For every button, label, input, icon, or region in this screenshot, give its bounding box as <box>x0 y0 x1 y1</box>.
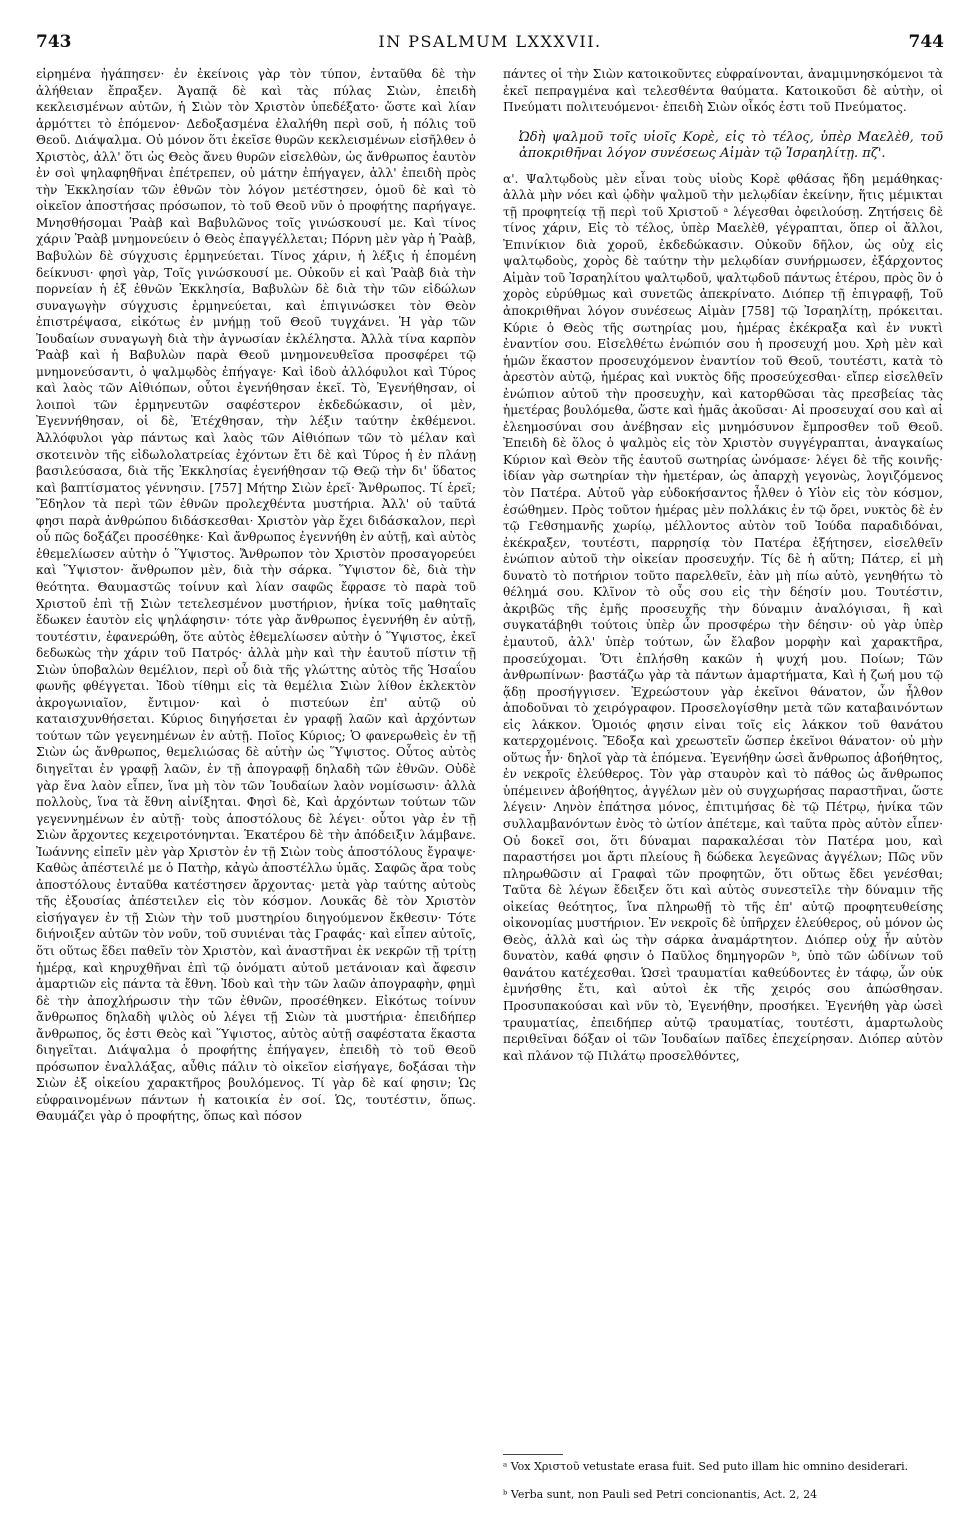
page-number-right: 744 <box>908 32 944 52</box>
right-column-body: α'. Ψαλτῳδοὺς μὲν εἶναι τοὺς υἱοὺς Κορὲ φθάσας ἤδη μεμάθηκας· ἀλλὰ μὴν νόει καὶ ᾠδὴν ψαλμοῦ τὴν μελῳδίαν ἐκείνην, ἥτις μέμικται τῇ προφητείᾳ τῇ περὶ τοῦ Χριστοῦ ᵃ λέγεσθαι ὀφειλούσῃ. Ζητήσεις δὲ τίνος χάριν, Εἰς τὸ τέλος, ὑπὲρ Μαελὲθ, γέγραπται, ὅπερ οἱ ἄλλοι, Ἐπινίκιον διὰ χοροῦ, ἐκδεδώκασιν. Οὐκοῦν δῆλον, ὡς οὐχ εἰς ψαλτῳδοὺς, χορὸς δὲ ταύτην τὴν μελῳδίαν συνήρμωσεν, ἐξάρχοντος Αἰμὰν τοῦ Ἰσραηλίτου ψαλτῳδοῦ, ψαλτῳδοῦ πάντως ἑτέρου, πρὸς ὃν ὁ χορὸς εὐρύθμως καὶ συνετῶς ἀπεκρίνατο. Διόπερ τῇ ἐπιγραφῇ, Τοῦ ἀποκριθῆναι λόγον συνέσεως Αἰμὰν [758] τῷ Ἰσραηλίτῃ, πρόκειται. Κύριε ὁ Θεὸς τῆς σωτηρίας μου, ἡμέρας ἐκέκραξα καὶ ἐν νυκτὶ ἐναντίον σου. Εἰσελθέτω ἐνώπιόν σου ἡ προσευχή μου. Χρὴ μὲν καὶ ἡμῶν ἕκαστον προσευχόμενον ἐναντίον τοῦ Θεοῦ, τουτέστι, κατὰ τὸ ἀρεστὸν αὐτῷ, ἡμέρας καὶ νυκτὸς δῆς προσεύχεσθαι· εἴπερ εἰσελθεῖν ἐνώπιον αὐτοῦ τὴν προσευχὴν, καὶ κατορθῶσαι τὰς πρεσβείας τὰς ἡμετέρας βουλόμεθα, ὥστε καὶ ἡμᾶς ἀκοῦσαι· Αἱ προσευχαί σου καὶ αἱ ἐλεημοσύναι σου ἀνέβησαν εἰς μνημόσυνον ἔμπροσθεν τοῦ Θεοῦ. Ἐπειδὴ δὲ ὅλος ὁ ψαλμὸς εἰς τὸν Χριστὸν συγγέγραπται, ἀναγκαίως Κύριον καὶ Θεὸν τῆς ἑαυτοῦ σωτηρίας ὠνόμασε· λέγει δὲ τῆς κοινῆς· ἰδίαν γὰρ σωτηρίαν τὴν ἡμετέραν, ὡς ἀπαρχὴ γεγονὼς, λογιζόμενος τὸν Πατέρα. Αὐτοῦ γὰρ εὐδοκήσαντος ἦλθεν ὁ Υἱὸν εἰς τὸν κόσμον, ἐσώθημεν. Πρὸς τοῦτον ἡμέρας μὲν πολλάκις ἐν τῷ ὄρει, νυκτὸς δὲ ἐν τῷ Γεθσημανῆς χωρίῳ, μέλλοντος αὐτὸν τοῦ Ἰούδα παραδιδόναι, ἐκέκραξεν, τουτέστι, παρρησίᾳ τὸν Πατέρα ἐξήτησεν, εἰσελθεῖν ἐνώπιον αὐτοῦ τὴν οἰκείαν προσευχήν. Τίς δὲ ἡ αὕτη; Πάτερ, εἰ μὴ δυνατὸ τὸ ποτήριον τοῦτο παρελθεῖν, ἐὰν μὴ πίω αὐτὸ, γενηθήτω τὸ θέλημά σου. Κλῖνον τὸ οὖς σου εἰς τὴν δέησίν μου. Τουτέστιν, ἀκριβῶς τῆς ἐμῆς προσευχῆς τὴν δύναμιν ἀναλόγισαι, ἣ καὶ συγκατάβηθι τούτοις ὑπὲρ ὧν προσφέρω τὴν δέησιν· οὐ γὰρ ὑπὲρ ἐμαυτοῦ, ἀλλ' ὑπὲρ τούτων, ὧν ἔλαβον μορφὴν καὶ χαρακτῆρα, προσεύχομαι. Ὅτι ἐπλήσθη κακῶν ἡ ψυχή μου. Ποίων; Τῶν ἀνθρωπίνων· βαστάζω γὰρ τὰ πάντων ἁμαρτήματα, Καὶ ἡ ζωή μου τῷ ᾅδῃ προσήγγισεν. Ἐχρεώστουν γὰρ ἐκεῖνοι θάνατον, ὧν ἦλθον ἀποδοῦναι τὸ χειρόγραφον. Προσελογίσθην μετὰ τῶν καταβαινόντων εἰς λάκκον. Ὁμοιός φησιν εἰναι τοῖς εἰς λάκκον τοῦ θανάτου κατερχομένοις. Ἔδοξα καὶ χρεωστεῖν ὥσπερ ἐκεῖνοι θάνατον· οὐ μὴν οὕτως ἦν· δηλοῖ γὰρ τὰ ἑπόμενα. Ἐγενήθην ὡσεὶ ἄνθρωπος ἀβοήθητος, ἐν νεκροῖς ἐλεύθερος. Τὸν γὰρ σταυρὸν καὶ τὸ πάθος ὡς ἄνθρωπος ὑπέμεινεν ἀβοήθητος, ἀγγέλων μὲν οὐ συγχωρήσας παραστῆναι, ὥστε λέγειν· Ληνὸν ἐπάτησα μόνος, ἐπιτιμήσας δὲ τῷ Πέτρῳ, ἡνίκα τῶν συλλαμβανόντων ἐνὸς τὸ ὠτίον ἀπέτεμε, καὶ ταῦτα πρὸς αὐτὸν εἶπεν· Οὐ δοκεῖ σοι, ὅτι δύναμαι παρακαλέσαι τὸν Πατέρα μου, καὶ παραστήσει μοι ἄρτι πλείους ἢ δώδεκα λεγεῶνας ἀγγέλων; Πῶς νῦν πληρωθῶσιν αἱ Γραφαὶ τῶν προφητῶν, ὅτι οὕτως ἔδει γενέσθαι; Ταῦτα δὲ λέγων ἔδειξεν ὅτι καὶ αὐτὸς συνεστεῖλε τὴν δύναμιν τῆς οἰκείας θεότητος, ἵνα πληρωθῇ τὸ τῆς ἐπ' αὐτῷ προφητευθείσης οἰκονομίας μυστήριον. Ἐν νεκροῖς δὲ ὑπῆρχεν ἐλεύθερος, οὐ μόνον ὡς Θεὸς, ἀλλὰ καὶ ὡς τὴν σάρκα ἀναμάρτητον. Διόπερ οὐχ ἦν αὐτὸν δυνατὸν, καθά φησιν ὁ Παῦλος δημηγορῶν ᵇ, ὑπὸ τῶν ὠδίνων τοῦ θανάτου κατέχεσθαι. Ὡσεὶ τραυματίαι καθεύδοντες ἐν τάφῳ, ὧν οὐκ ἐμνήσθης ἔτι, καὶ αὐτοὶ ἐκ τῆς χειρός σου ἀπώσθησαν. Προσυπακούσαι καὶ νῦν τὸ, Ἐγενήθην, προσήκει. Ἐγενήθη γὰρ ὡσεὶ τραυματίας, ἐπειδήπερ αὐτῷ τραυματίας, τουτέστι, ἁμαρτωλοὺς περιθεῖναι δόξαν οἱ τῶν Ἰουδαίων παῖδες ἐπεχείρησαν. Διόπερ αὐτὸν καὶ πλάνον τῷ Πιλάτῳ προσελθόντες, <box>503 171 943 1063</box>
footnote-b: ᵇ Verba sunt, non Pauli sed Petri concionantis, Act. 2, 24 <box>503 1488 818 1501</box>
page-number-left: 743 <box>36 32 72 52</box>
footnote-divider <box>503 1454 563 1455</box>
page-header <box>36 32 944 58</box>
left-column-text: εἰρημένα ἠγάπησεν· ἐν ἐκείνοις γὰρ τὸν τύπον, ἐνταῦθα δὲ τὴν ἀλήθειαν ἔπραξεν. Ἀγαπᾷ δὲ καὶ τὰς πύλας Σιὼν, ἐπειδὴ κεκλεισμένων αὐτῶν, ἡ Σιὼν τὸν Χριστὸν ὑπεδέξατο· ὥστε καὶ λίαν ἁρμόττει τὸ ἑπόμενον· Δεδοξασμένα ἐλαλήθη περὶ σοῦ, ἡ πόλις τοῦ Θεοῦ. Διάψαλμα. Οὐ μόνον ὅτι ἐκεῖσε θυρῶν κεκλεισμένων εἰσῆλθεν ὁ Χριστὸς, ἀλλ' ὅτι ὡς Θεὸς ἄνευ θυρῶν εἰσελθὼν, ὡς ἄνθρωπος ἑαυτὸν ἐν σοὶ ψηλαφηθῆναι ἐπέτρεπεν, οὐ μάτην ἐπήγαγεν, ἀλλ' ἐπειδὴ πρὸς τὴν Ἐκκλησίαν τῶν ἐθνῶν τὸν λόγον μετέστησεν, ὁμοῦ δὲ καὶ τὸ οἰκεῖον ἀποστήσας πρόσωπον, τὸ τοῦ Θεοῦ νῦν ὁ προφήτης παρήγαγε. Μνησθήσομαι Ῥαὰβ καὶ Βαβυλῶνος τοῖς γινώσκουσί με. Καὶ τίνος χάριν Ῥαὰβ μνημονεύειν ὁ Θεὸς ἐπαγγέλλεται; Πόρνη μὲν γὰρ ἡ Ῥαὰβ, Βαβυλὼν δὲ σύγχυσις ἑρμηνεύεται. Τίνος χάριν, ἡ λέξις ἡ ἑπομένη δείκνυσι· φησὶ γὰρ, Τοῖς γινώσκουσί με. Οὐκοῦν εἰ καὶ Ῥαὰβ διὰ τὴν πορνείαν ἡ ἐξ ἐθνῶν Ἐκκλησία, Βαβυλὼν δὲ διὰ τὴν τῶν εἰδώλων συναγωγὴν σύγχυσις ἑρμηνεύεται, καὶ ἐπιγινώσκει τὸν Θεὸν ἐπιστρέψασα, εἰκότως ἐν μνήμῃ τοῦ Θεοῦ τυγχάνει. Ἡ γὰρ τῶν Ἰουδαίων συναγωγὴ διὰ τὴν ἀγνωσίαν ἐκλέληστα. Ἀλλὰ τίνα καρπὸν Ῥαὰβ καὶ ἡ Βαβυλὼν παρὰ Θεοῦ μνημονευθεῖσα προσφέρει τῷ μνημονεύσαντι, ὁ ψαλμῳδὸς ἐπήγαγε· Καὶ ἰδοὺ ἀλλόφυλοι καὶ Τύρος καὶ λαὸς τῶν Αἰθιόπων, οὗτοι ἐγενήθησαν ἐκεῖ. Τὸ, Ἐγενήθησαν, οἱ λοιποὶ τῶν ἑρμηνευτῶν σαφέστερον ἐκδεδώκασιν, οἱ μὲν, Ἐγεννήθησαν, οἱ δὲ, Ἐτέχθησαν, τὴν λέξιν ταύτην ἐκθέμενοι. Ἀλλόφυλοι γὰρ πάντως καὶ λαὸς τῶν Αἰθιόπων τῶν τὸ μέλαν καὶ σκοτεινὸν τῆς εἰδωλολατρείας ἐχόντων ἔτι δὲ καὶ Τύρος ἡ ἐν πλάνῃ βασιλεύσασα, διὰ τῆς Ἐκκλησίας ἐγενήθησαν τῷ Θεῷ τὴν δι' ὕδατος καὶ βαπτίσματος γέννησιν. [757] Μήτηρ Σιὼν ἐρεῖ· Ἄνθρωπος. Τί ἐρεῖ; Ἔδηλον τὰ περὶ τῶν ἐθνῶν προλεχθέντα μυστήρια. Ἀλλ' οὐ ταῦτά φησι παρὰ ἀνθρώπου διδάσκεσθαι· Χριστὸν γὰρ ἔχει διδάσκαλον, περὶ οὗ πῶς δοξάζει προσέθηκε· Καὶ ἄνθρωπος ἐγεννήθη ἐν αὐτῇ, καὶ αὐτὸς ἐθεμελίωσεν αὐτὴν ὁ Ὕψιστος. Ἄνθρωπον τὸν Χριστὸν προσαγορεύει καὶ Ὕψιστον· ἄνθρωπον μὲν, διὰ τὴν σάρκα. Ὕψιστον δὲ, διὰ τὴν θεότητα. Θαυμαστῶς τοίνυν καὶ λίαν σαφῶς ἔφρασε τὸ παρὰ τοῦ Χριστοῦ ἐπὶ τῇ Σιὼν τετελεσμένον μυστήριον, ἡνίκα τοῖς μαθηταῖς ἔδωκεν ἑαυτὸν εἰς ψηλάφησιν· τότε γὰρ ἄνθρωπος ἐγεννήθη ἐν αὐτῇ, τουτέστιν, ἐφανερώθη, ὅτε αὐτὸς ἐθεμελίωσεν αὐτὴν ὁ Ὕψιστος, ἐκεῖ δεδωκὼς τὴν χάριν τοῦ Πατρός· ἀλλὰ μὴν καὶ τὴν ἑαυτοῦ πίστιν τῇ Σιὼν ὑποβαλὼν θεμέλιον, περὶ οὗ διὰ τῆς γλώττης αὐτὸς τῆς Ἡσαΐου φωνῆς φθέγγεται. Ἰδοὺ τίθημι εἰς τὰ θεμέλια Σιὼν λίθον ἐκλεκτὸν ἀκρογωνιαῖον, ἔντιμον· καὶ ὁ πιστεύων ἐπ' αὐτῷ οὐ καταισχυνθήσεται. Κύριος διηγήσεται ἐν γραφῇ λαῶν καὶ ἀρχόντων τούτων τῶν γεγενημένων ἐν αὐτῇ. Ποῖος Κύριος; Ὁ φανερωθεὶς ἐν τῇ Σιὼν ὡς ἄνθρωπος, θεμελιώσας δὲ αὐτὴν ὡς Ὕψιστος. Οὗτος αὐτὸς διηγεῖται ἐν γραφῇ λαῶν, ἐν τῇ ἀπογραφῇ δηλαδὴ τῶν ἐθνῶν. Οὐδὲ γὰρ ἕνα λαὸν εἶπεν, ἵνα μὴ τὸν τῶν Ἰουδαίων λαὸν νομίσωσιν· ἀλλὰ πολλοὺς, ἵνα τὰ ἔθνη αἰνίξηται. Φησὶ δὲ, Καὶ ἀρχόντων τούτων τῶν γεγεννημένων ἐν αὐτῇ· τοὺς ἀποστόλους δὲ λέγει· οὗτοι γὰρ ἐν τῇ Σιὼν ἄρχοντες κεχειροτόνηνται. Ἑκατέρου δὲ τὴν ἀπόδειξιν λάμβανε. Ἰωάννης εἰπεῖν μὲν γὰρ Χριστὸν ἐν τῇ Σιὼν τοὺς ἀποστόλους ἔγραψε· Καθὼς ἀπέστειλέ με ὁ Πατὴρ, κἀγὼ ἀποστέλλω ὑμᾶς. Σαφῶς ἄρα τοὺς ἀποστόλους ἐνταῦθα κατέστησεν ἄρχοντας· μετὰ γὰρ ταύτης αὐτοὺς τῆς ἐξουσίας ἀπέστειλεν εἰς τὸν κόσμον. Λουκᾶς δὲ τὸν Χριστὸν εἰσήγαγεν ἐν τῇ Σιὼν τὴν τοῦ μυστηρίου διηγούμενον ἔκθεσιν· Τότε διήνοιξεν αὐτῶν τὸν νοῦν, τοῦ συνιέναι τὰς Γραφάς· καὶ εἶπεν αὐτοῖς, ὅτι οὕτως ἔδει παθεῖν τὸν Χριστὸν, καὶ ἀναστῆναι ἐκ νεκρῶν τῇ τρίτῃ ἡμέρᾳ, καὶ κηρυχθῆναι ἐπὶ τῷ ὀνόματι αὐτοῦ μετάνοιαν καὶ ἄφεσιν ἁμαρτιῶν εἰς πάντα τὰ ἔθνη. Ἰδοὺ καὶ τὴν τῶν λαῶν ἀπογραφὴν, φημὶ δὲ τὴν ἀποχλήρωσιν τὴν τῶν ἐθνῶν, προσέθηκεν. Εἰκότως τοίνυν ἄνθρωπος δηλαδὴ ψιλὸς οὐ λέγει τῇ Σιὼν τὰ μυστήρια· ἐπειδήπερ ἄνθρωπος, ὅς ἐστι Θεὸς καὶ Ὕψιστος, αὐτὸς αὐτῇ σαφέστατα ἕκαστα διηγεῖται. Διάψαλμα ὁ προφήτης ἐπήγαγεν, ἐπειδὴ τὸ τοῦ Θεοῦ πρόσωπον ἐναλλάξας, αὖθις πάλιν τὸ οἰκεῖον εἰσήγαγε, δοξάσαι τὴν Σιὼν ἐξ οἰκείου χαρακτῆρος βουλόμενος. Τί γὰρ δὲ καί φησιν; Ὡς εὐφραινομένων πάντων ἡ κατοικία ἐν σοί. Ὡς, τουτέστιν, ὅπως. Θαυμάζει γὰρ ὁ προφήτης, ὅπως καὶ πόσον <box>36 67 476 1124</box>
footnote-a: ᵃ Vox Χριστοῦ vetustate erasa fuit. Sed puto illam hic omnino desiderari. <box>503 1460 909 1473</box>
running-title: IN PSALMUM LXXXVII. <box>378 32 602 51</box>
psalm-heading: Ὠδὴ ψαλμοῦ τοῖς υἱοῖς Κορὲ, εἰς τὸ τέλος, ὑπὲρ Μαελὲθ, τοῦ ἀποκριθῆναι λόγον συνέσεως Αἰμὰν τῷ Ἰσραηλίτῃ. πζ'. <box>519 129 943 162</box>
right-column-intro: πάντες οἱ τὴν Σιὼν κατοικοῦντες εὐφραίνονται, ἀναμιμνησκόμενοι τὰ ἐκεῖ πεπραγμένα καὶ τελεσθέντα θαύματα. Κατοικοῦσι δὲ αὐτὴν, οἱ Πνεύματι πολιτευόμενοι· ἐπειδὴ Σιὼν οἶκός ἐστι τοῦ Πνεύματος. <box>503 67 943 115</box>
right-column <box>503 66 943 1448</box>
left-column <box>36 66 476 1536</box>
